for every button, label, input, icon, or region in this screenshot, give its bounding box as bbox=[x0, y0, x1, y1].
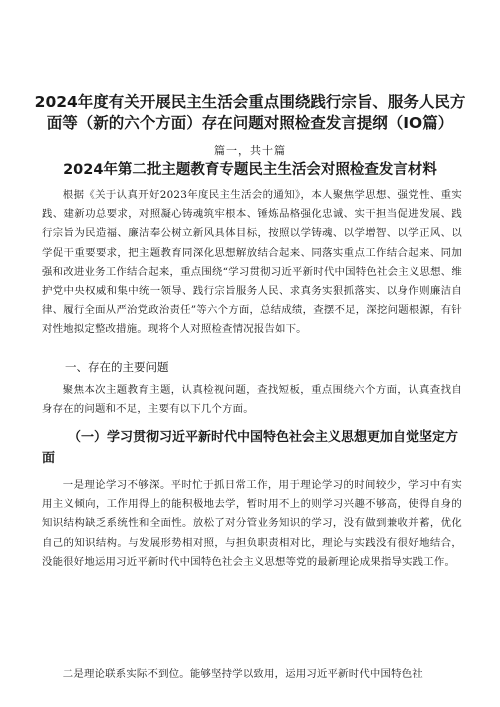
document-title: 2024年度有关开展民主生活会重点围绕践行宗旨、服务人民方面等（新的六个方面）存在问题对照检查发言提纲（IO篇） bbox=[34, 93, 466, 132]
point-1-paragraph: 一是理论学习不够深。平时忙于抓日常工作，用于理论学习的时间较少，学习中有实用主义倾向，工作用得上的能积极地去学，暂时用不上的则学习兴趣不够高，使得自身的知识结构缺乏系统性和全面性。放松了对分管业务知识的学习，没有做到兼收并蓄，优化自己的知识结构。与发展形势相对照，与担负职责相对比，理论与实践没有很好地结合，没能很好地运用习近平新时代中国特色社会主义思想等党的最新理论成果指导实践工作。 bbox=[42, 479, 462, 568]
problems-intro-paragraph: 聚焦本次主题教育主题，认真检视问题，查找短板，重点围绕六个方面，认真查找自身存在的问题和不足，主要有以下几个方面。 bbox=[42, 384, 462, 416]
point-2-paragraph: 二是理论联系实际不到位。能够坚持学以致用，运用习近平新时代中国特色社 bbox=[62, 668, 423, 680]
heading-main-problems: 一、存在的主要问题 bbox=[65, 360, 169, 374]
part-label: 篇一，共十篇 bbox=[214, 144, 286, 157]
intro-paragraph: 根据《关于认真开好2023年度民主生活会的通知》，本人聚焦学思想、强党性、重实践、建新功总要求，对照凝心铸魂筑牢根本、锤炼品格强化忠诚、实干担当促进发展、践行宗旨为民造福、廉洁奉公树立新风具体目标，按照以学铸魂、以学增智、以学正风、以学促干重要要求，把主题教育同深化思想解放结合起来、同落实重点工作结合起来、同加强和改进业务工作结合起来，重点围绕“学习贯彻习近平新时代中国特色社会主义思想、维护党中央权威和集中统一领导、践行宗旨服务人民、求真务实狠抓落实、以身作则廉洁自律、履行全面从严治党政治责任”等六个方面，总结成绩，查摆不足，深挖问题根源，有针对性地拟定整改措施。现将个人对照检查情况报告如下。 bbox=[42, 189, 462, 336]
heading-subsection-1: （一）学习贯彻习近平新时代中国特色社会主义思想更加自觉坚定方面 bbox=[42, 430, 459, 466]
section-title: 2024年第二批主题教育专题民主生活会对照检查发言材料 bbox=[63, 162, 437, 178]
